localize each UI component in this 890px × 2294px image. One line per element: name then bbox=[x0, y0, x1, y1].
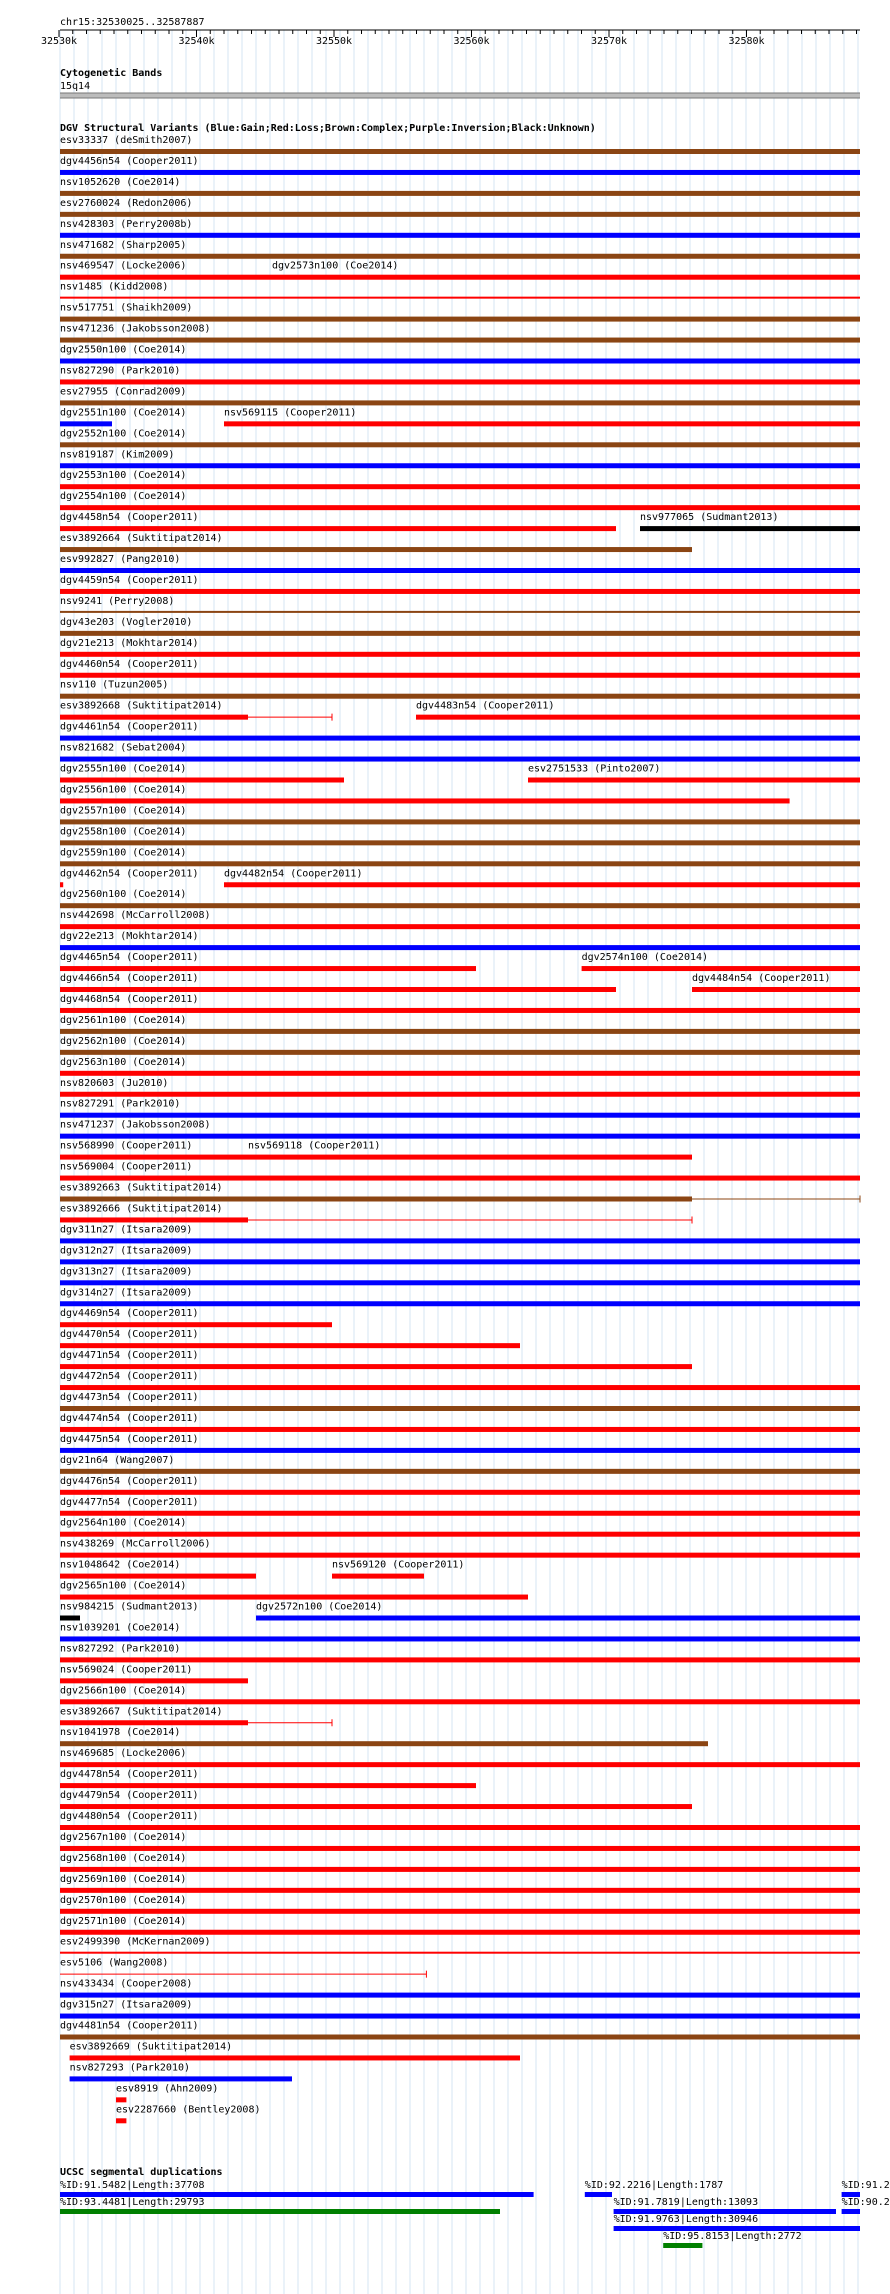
sv-feature-bar[interactable] bbox=[60, 1029, 860, 1034]
sv-label: nsv1485 (Kidd2008) bbox=[60, 281, 169, 293]
sv-label: dgv2567n100 (Coe2014) bbox=[60, 1831, 187, 1843]
sv-feature-bar[interactable] bbox=[60, 1930, 860, 1935]
sv-label: dgv4473n54 (Cooper2011) bbox=[60, 1392, 199, 1403]
sv-label: dgv2556n100 (Coe2014) bbox=[60, 784, 187, 796]
sv-feature-bar[interactable] bbox=[60, 1553, 860, 1558]
sv-feature-bar[interactable] bbox=[272, 275, 860, 280]
sv-label: nsv1041978 (Coe2014) bbox=[60, 1727, 181, 1739]
sv-label: dgv4474n54 (Cooper2011) bbox=[60, 1412, 199, 1424]
sv-label: dgv2557n100 (Coe2014) bbox=[60, 805, 187, 817]
sv-feature-bar[interactable] bbox=[60, 1825, 860, 1830]
sv-label: nsv469547 (Locke2006) bbox=[60, 260, 187, 272]
sv-feature-bar[interactable] bbox=[640, 526, 860, 531]
sv-label: esv2751533 (Pinto2007) bbox=[528, 763, 661, 775]
sv-label: dgv4468n54 (Cooper2011) bbox=[60, 993, 199, 1005]
sv-label: dgv4477n54 (Cooper2011) bbox=[60, 1496, 199, 1508]
ruler-tick-label: 32560k bbox=[453, 36, 490, 47]
sv-label: dgv43e203 (Vogler2010) bbox=[60, 616, 193, 628]
sv-feature-bar[interactable] bbox=[60, 1846, 860, 1851]
sv-label: nsv569004 (Cooper2011) bbox=[60, 1161, 193, 1173]
sv-feature-bar[interactable] bbox=[60, 442, 860, 447]
sv-feature-bar[interactable] bbox=[60, 1783, 476, 1788]
sv-feature-bar[interactable] bbox=[60, 463, 860, 468]
sv-feature-bar[interactable] bbox=[60, 1678, 248, 1683]
sv-feature-bar[interactable] bbox=[60, 882, 63, 887]
sv-label: dgv312n27 (Itsara2009) bbox=[60, 1245, 193, 1257]
sv-feature-bar[interactable] bbox=[60, 149, 860, 154]
ruler-tick-label: 32580k bbox=[728, 36, 765, 47]
sv-label: dgv2555n100 (Coe2014) bbox=[60, 763, 187, 775]
sv-label: dgv4483n54 (Cooper2011) bbox=[416, 700, 555, 712]
sv-label: dgv2574n100 (Coe2014) bbox=[581, 952, 709, 964]
sv-label: dgv2565n100 (Coe2014) bbox=[60, 1580, 187, 1592]
sv-label: dgv2558n100 (Coe2014) bbox=[60, 826, 187, 838]
sv-label: dgv2559n100 (Coe2014) bbox=[60, 847, 187, 859]
sv-label: dgv4469n54 (Cooper2011) bbox=[60, 1308, 199, 1320]
sv-label: dgv314n27 (Itsara2009) bbox=[60, 1287, 193, 1299]
cytoband-bar[interactable] bbox=[60, 93, 860, 98]
sv-label: dgv21n64 (Wang2007) bbox=[60, 1454, 175, 1466]
sv-feature-bar[interactable] bbox=[60, 505, 860, 510]
ruler-tick-label: 32530k bbox=[40, 36, 78, 47]
sv-label: nsv1052620 (Coe2014) bbox=[60, 176, 181, 188]
sv-label: dgv4460n54 (Cooper2011) bbox=[60, 658, 199, 670]
region-label: chr15:32530025..32587887 bbox=[60, 17, 205, 28]
sv-label: nsv977065 (Sudmant2013) bbox=[640, 512, 779, 524]
sv-feature-bar[interactable] bbox=[60, 736, 860, 741]
sv-feature-bar[interactable] bbox=[60, 400, 860, 405]
sv-label: dgv4461n54 (Cooper2011) bbox=[60, 721, 199, 733]
sv-feature-bar[interactable] bbox=[60, 1490, 860, 1495]
segdup-label: %ID:93.4481|Length:29793 bbox=[60, 2197, 205, 2208]
sv-feature-bar[interactable] bbox=[224, 882, 860, 887]
sv-feature-bar[interactable] bbox=[60, 1636, 860, 1641]
segdup-feature-bar[interactable] bbox=[585, 2192, 612, 2197]
sv-feature-bar[interactable] bbox=[70, 2055, 520, 2060]
sv-feature-bar[interactable] bbox=[60, 526, 616, 531]
sv-feature-bar[interactable] bbox=[60, 1699, 860, 1704]
sv-feature-bar[interactable] bbox=[60, 1364, 692, 1369]
sv-feature-bar[interactable] bbox=[60, 1217, 248, 1222]
sv-label: dgv4459n54 (Cooper2011) bbox=[60, 574, 199, 586]
dgv-track-title: DGV Structural Variants (Blue:Gain;Red:Loss;Brown:Complex;Purple:Inversion;Black:Unknown) bbox=[60, 123, 596, 134]
sv-feature-bar[interactable] bbox=[60, 568, 860, 573]
sv-feature-bar[interactable] bbox=[60, 547, 692, 552]
sv-label: nsv819187 (Kim2009) bbox=[60, 449, 175, 461]
sv-feature-bar[interactable] bbox=[60, 1720, 248, 1725]
sv-label: nsv568990 (Cooper2011) bbox=[60, 1140, 193, 1152]
segdup-track-title: UCSC segmental duplications bbox=[60, 2167, 223, 2178]
sv-feature-bar[interactable] bbox=[60, 1259, 860, 1264]
sv-label: dgv4470n54 (Cooper2011) bbox=[60, 1329, 199, 1341]
sv-label: dgv4471n54 (Cooper2011) bbox=[60, 1350, 199, 1362]
sv-label: dgv2570n100 (Coe2014) bbox=[60, 1894, 187, 1906]
sv-feature-bar[interactable] bbox=[116, 2097, 126, 2102]
sv-label: dgv4466n54 (Cooper2011) bbox=[60, 973, 199, 984]
sv-feature-bar[interactable] bbox=[60, 1469, 860, 1474]
sv-label: dgv2564n100 (Coe2014) bbox=[60, 1517, 187, 1529]
sv-feature-bar[interactable] bbox=[60, 275, 272, 280]
sv-label: esv27955 (Conrad2009) bbox=[60, 386, 187, 398]
sv-feature-bar[interactable] bbox=[60, 819, 860, 824]
coordinate-ruler bbox=[41, 30, 860, 47]
sv-label: dgv315n27 (Itsara2009) bbox=[60, 1999, 193, 2011]
sv-label: dgv2550n100 (Coe2014) bbox=[60, 344, 187, 356]
sv-label: dgv4481n54 (Cooper2011) bbox=[60, 2020, 199, 2032]
sv-feature-bar[interactable] bbox=[528, 778, 860, 783]
sv-label: nsv438269 (McCarroll2006) bbox=[60, 1538, 211, 1550]
sv-label: nsv428303 (Perry2008b) bbox=[60, 218, 193, 230]
sv-feature-bar[interactable] bbox=[60, 757, 860, 762]
segdup-label: %ID:95.8153|Length:2772 bbox=[663, 2231, 802, 2242]
sv-feature-bar[interactable] bbox=[60, 2014, 860, 2019]
sv-label: nsv1048642 (Coe2014) bbox=[60, 1559, 181, 1571]
sv-feature-bar[interactable] bbox=[60, 1343, 520, 1348]
sv-feature-bar[interactable] bbox=[60, 1238, 860, 1243]
sv-label: esv8919 (Ahn2009) bbox=[116, 2083, 219, 2095]
segdup-feature-bar[interactable] bbox=[60, 2209, 500, 2214]
sv-label: esv33337 (deSmith2007) bbox=[60, 135, 193, 146]
sv-feature-bar[interactable] bbox=[60, 2035, 860, 2040]
sv-feature-bar[interactable] bbox=[60, 1867, 860, 1872]
segdup-track bbox=[60, 2180, 890, 2248]
sv-feature-bar[interactable] bbox=[60, 1008, 860, 1013]
sv-feature-bar[interactable] bbox=[60, 359, 860, 364]
sv-label: esv3892664 (Suktitipat2014) bbox=[60, 533, 223, 545]
sv-feature-bar[interactable] bbox=[60, 1888, 860, 1893]
sv-feature-bar[interactable] bbox=[60, 589, 860, 594]
sv-feature-bar[interactable] bbox=[60, 1113, 860, 1118]
segdup-label: %ID:90.2 bbox=[841, 2197, 890, 2208]
sv-label: esv2287660 (Bentley2008) bbox=[116, 2104, 261, 2116]
sv-feature-bar[interactable] bbox=[248, 1155, 692, 1160]
sv-feature-bar[interactable] bbox=[60, 1155, 248, 1160]
sv-label: nsv1039201 (Coe2014) bbox=[60, 1622, 181, 1634]
sv-label: esv3892668 (Suktitipat2014) bbox=[60, 700, 223, 712]
sv-feature-bar[interactable] bbox=[692, 987, 860, 992]
sv-label: dgv4482n54 (Cooper2011) bbox=[224, 868, 363, 880]
sv-label: esv3892667 (Suktitipat2014) bbox=[60, 1706, 223, 1718]
sv-label: nsv827293 (Park2010) bbox=[69, 2062, 191, 2074]
sv-feature-bar[interactable] bbox=[60, 233, 860, 238]
sv-feature-bar[interactable] bbox=[60, 861, 860, 866]
sv-feature-bar[interactable] bbox=[60, 924, 860, 929]
sv-feature-bar[interactable] bbox=[70, 2076, 292, 2081]
sv-label: dgv313n27 (Itsara2009) bbox=[60, 1266, 193, 1278]
segdup-label: %ID:91.7819|Length:13093 bbox=[613, 2197, 759, 2208]
sv-label: dgv2562n100 (Coe2014) bbox=[60, 1035, 187, 1047]
sv-label: esv992827 (Pang2010) bbox=[60, 554, 181, 565]
sv-label: dgv4456n54 (Cooper2011) bbox=[60, 155, 199, 167]
segdup-label: %ID:91.5482|Length:37708 bbox=[60, 2180, 205, 2191]
sv-label: nsv442698 (McCarroll2008) bbox=[60, 910, 211, 922]
sv-feature-bar[interactable] bbox=[60, 1406, 860, 1411]
sv-feature-bar[interactable] bbox=[60, 611, 860, 613]
sv-feature-bar[interactable] bbox=[60, 1952, 860, 1954]
sv-feature-bar[interactable] bbox=[60, 484, 860, 489]
sv-label: dgv4458n54 (Cooper2011) bbox=[60, 512, 199, 524]
sv-label: dgv2566n100 (Coe2014) bbox=[60, 1685, 187, 1697]
sv-label: dgv4478n54 (Cooper2011) bbox=[60, 1769, 199, 1781]
sv-label: nsv433434 (Cooper2008) bbox=[60, 1978, 193, 1990]
segdup-feature-bar[interactable] bbox=[842, 2209, 860, 2214]
sv-feature-bar[interactable] bbox=[60, 1448, 860, 1453]
sv-label: nsv821682 (Sebat2004) bbox=[60, 742, 187, 754]
sv-feature-bar[interactable] bbox=[224, 421, 860, 426]
sv-feature-bar[interactable] bbox=[60, 715, 248, 720]
sv-label: dgv4476n54 (Cooper2011) bbox=[60, 1475, 199, 1487]
sv-feature-bar[interactable] bbox=[60, 1657, 860, 1662]
sv-feature-bar[interactable] bbox=[60, 1197, 692, 1202]
sv-feature-bar[interactable] bbox=[60, 191, 860, 196]
sv-label: nsv820603 (Ju2010) bbox=[60, 1077, 169, 1089]
sv-label: dgv4462n54 (Cooper2011) bbox=[60, 868, 199, 880]
sv-label: nsv110 (Tuzun2005) bbox=[60, 679, 169, 691]
sv-feature-bar[interactable] bbox=[60, 945, 860, 950]
sv-label: dgv2561n100 (Coe2014) bbox=[60, 1014, 187, 1026]
sv-feature-bar[interactable] bbox=[60, 1280, 860, 1285]
sv-label: nsv827292 (Park2010) bbox=[60, 1643, 181, 1655]
sv-label: nsv9241 (Perry2008) bbox=[60, 595, 175, 607]
sv-label: nsv469685 (Locke2006) bbox=[60, 1748, 187, 1760]
sv-label: dgv2563n100 (Coe2014) bbox=[60, 1056, 187, 1068]
ruler-tick-label: 32570k bbox=[590, 36, 628, 47]
sv-label: dgv2560n100 (Coe2014) bbox=[60, 889, 187, 901]
sv-label: dgv2571n100 (Coe2014) bbox=[60, 1915, 187, 1927]
sv-feature-bar[interactable] bbox=[60, 1385, 860, 1390]
sv-feature-bar[interactable] bbox=[60, 1741, 708, 1746]
dgv-track bbox=[60, 135, 860, 2123]
sv-feature-bar[interactable] bbox=[60, 1176, 860, 1181]
sv-feature-bar[interactable] bbox=[60, 778, 344, 783]
ruler-tick-label: 32550k bbox=[315, 36, 353, 47]
sv-feature-bar[interactable] bbox=[582, 966, 860, 971]
sv-label: esv2499390 (McKernan2009) bbox=[60, 1936, 211, 1948]
sv-label: dgv2569n100 (Coe2014) bbox=[60, 1873, 187, 1885]
sv-feature-bar[interactable] bbox=[60, 212, 860, 217]
sv-label: esv3892663 (Suktitipat2014) bbox=[60, 1182, 223, 1194]
sv-label: dgv2568n100 (Coe2014) bbox=[60, 1852, 187, 1864]
sv-label: dgv2573n100 (Coe2014) bbox=[272, 260, 399, 272]
sv-label: nsv471237 (Jakobsson2008) bbox=[60, 1119, 211, 1131]
cytoband-track-title: Cytogenetic Bands bbox=[60, 68, 163, 79]
sv-feature-bar[interactable] bbox=[60, 1574, 256, 1579]
sv-label: dgv4475n54 (Cooper2011) bbox=[60, 1433, 199, 1445]
sv-label: dgv2551n100 (Coe2014) bbox=[60, 407, 187, 419]
sv-feature-bar[interactable] bbox=[60, 297, 860, 299]
sv-label: dgv4472n54 (Cooper2011) bbox=[60, 1371, 199, 1383]
sv-feature-bar[interactable] bbox=[60, 652, 860, 657]
sv-label: dgv4479n54 (Cooper2011) bbox=[60, 1790, 199, 1802]
segdup-label: %ID:91.2 bbox=[841, 2180, 890, 2191]
sv-feature-bar[interactable] bbox=[60, 1071, 860, 1076]
sv-feature-bar[interactable] bbox=[256, 1616, 860, 1621]
sv-feature-bar[interactable] bbox=[60, 673, 860, 678]
sv-label: dgv22e213 (Mokhtar2014) bbox=[60, 931, 199, 943]
sv-label: nsv569118 (Cooper2011) bbox=[248, 1140, 381, 1152]
sv-feature-bar[interactable] bbox=[60, 1532, 860, 1537]
sv-feature-bar[interactable] bbox=[60, 1909, 860, 1914]
sv-feature-bar[interactable] bbox=[60, 254, 860, 259]
sv-feature-bar[interactable] bbox=[60, 317, 860, 322]
sv-label: nsv984215 (Sudmant2013) bbox=[60, 1601, 199, 1613]
sv-feature-bar[interactable] bbox=[60, 1762, 860, 1767]
sv-feature-bar[interactable] bbox=[116, 2118, 126, 2123]
sv-feature-bar[interactable] bbox=[60, 694, 860, 699]
sv-label: dgv2552n100 (Coe2014) bbox=[60, 428, 187, 440]
sv-label: dgv4484n54 (Cooper2011) bbox=[692, 973, 831, 984]
sv-label: esv3892669 (Suktitipat2014) bbox=[69, 2041, 233, 2053]
sv-feature-bar[interactable] bbox=[60, 1050, 860, 1055]
sv-label: nsv471236 (Jakobsson2008) bbox=[60, 323, 211, 335]
sv-label: nsv827291 (Park2010) bbox=[60, 1098, 181, 1110]
sv-label: esv3892666 (Suktitipat2014) bbox=[60, 1203, 223, 1215]
sv-label: esv5106 (Wang2008) bbox=[60, 1957, 169, 1969]
sv-feature-bar[interactable] bbox=[416, 715, 860, 720]
sv-feature-bar[interactable] bbox=[60, 1595, 528, 1600]
sv-label: esv2760024 (Redon2006) bbox=[60, 197, 193, 209]
sv-feature-bar[interactable] bbox=[60, 840, 860, 845]
sv-feature-bar[interactable] bbox=[60, 170, 860, 175]
sv-label: dgv2554n100 (Coe2014) bbox=[60, 491, 187, 503]
sv-feature-bar[interactable] bbox=[60, 1993, 860, 1998]
sv-label: nsv827290 (Park2010) bbox=[60, 365, 181, 377]
sv-feature-bar[interactable] bbox=[60, 987, 616, 992]
sv-feature-bar[interactable] bbox=[60, 1322, 332, 1327]
sv-label: nsv569120 (Cooper2011) bbox=[332, 1559, 465, 1571]
sv-feature-bar[interactable] bbox=[60, 1092, 860, 1097]
sv-label: nsv517751 (Shaikh2009) bbox=[60, 302, 193, 314]
sv-label: nsv569115 (Cooper2011) bbox=[224, 407, 357, 419]
sv-label: nsv471682 (Sharp2005) bbox=[60, 239, 187, 251]
segdup-feature-bar[interactable] bbox=[663, 2243, 702, 2248]
sv-label: dgv4480n54 (Cooper2011) bbox=[60, 1811, 199, 1822]
sv-feature-bar[interactable] bbox=[60, 1301, 860, 1306]
cytoband-label: 15q14 bbox=[60, 81, 91, 92]
segdup-label: %ID:92.2216|Length:1787 bbox=[584, 2180, 724, 2191]
sv-label: dgv2572n100 (Coe2014) bbox=[256, 1601, 383, 1613]
sv-label: dgv4465n54 (Cooper2011) bbox=[60, 952, 199, 964]
sv-feature-bar[interactable] bbox=[60, 1804, 692, 1809]
sv-label: dgv2553n100 (Coe2014) bbox=[60, 470, 187, 482]
sv-feature-bar[interactable] bbox=[60, 379, 860, 384]
sv-label: dgv311n27 (Itsara2009) bbox=[60, 1224, 193, 1236]
sv-feature-bar[interactable] bbox=[60, 1134, 860, 1139]
ruler-tick-label: 32540k bbox=[178, 36, 215, 47]
sv-label: nsv569024 (Cooper2011) bbox=[60, 1664, 193, 1676]
sv-feature-bar[interactable] bbox=[60, 966, 476, 971]
sv-feature-bar[interactable] bbox=[60, 421, 112, 426]
sv-feature-bar[interactable] bbox=[60, 338, 860, 343]
sv-feature-bar[interactable] bbox=[60, 631, 860, 636]
sv-feature-bar[interactable] bbox=[60, 798, 790, 803]
sv-feature-bar[interactable] bbox=[60, 1427, 860, 1432]
sv-label: dgv21e213 (Mokhtar2014) bbox=[60, 637, 199, 649]
sv-feature-bar[interactable] bbox=[60, 903, 860, 908]
sv-feature-bar[interactable] bbox=[60, 1511, 860, 1516]
sv-feature-bar[interactable] bbox=[60, 1616, 80, 1621]
segdup-label: %ID:91.9763|Length:30946 bbox=[613, 2214, 759, 2225]
sv-feature-bar[interactable] bbox=[332, 1574, 424, 1579]
